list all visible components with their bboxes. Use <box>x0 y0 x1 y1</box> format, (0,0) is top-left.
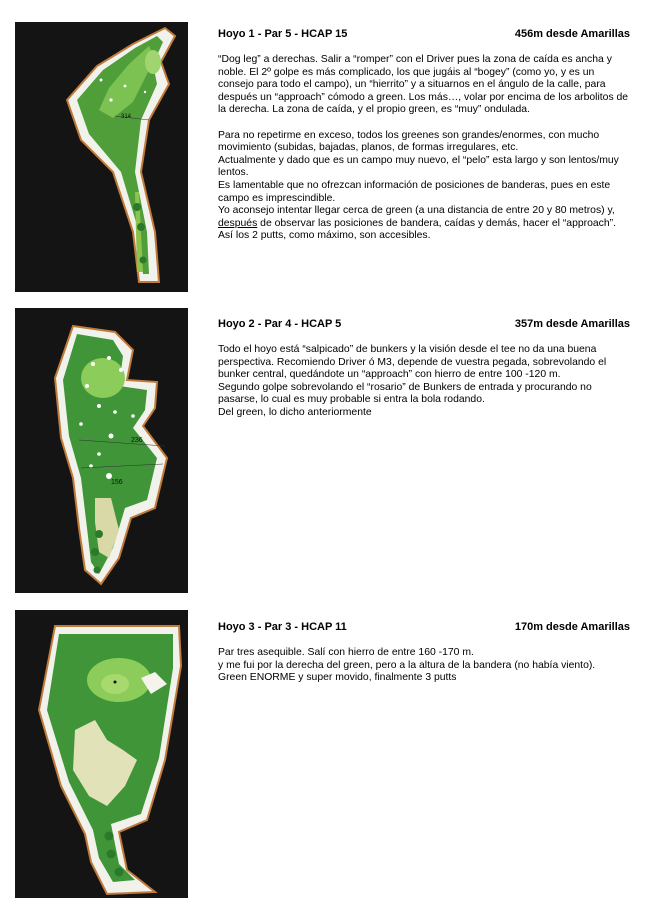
hole-1-yardage-label: 314 <box>121 114 132 120</box>
hole-3-block <box>218 621 630 685</box>
hole-3-para-2: y me fui por la derecha del green, pero a la altura de la bandera (no había viento). <box>218 659 596 671</box>
hole-2-para-3: Del green, lo dicho anteriormente <box>218 406 372 418</box>
hole-1-map <box>15 22 188 292</box>
hole-1-block <box>218 28 630 243</box>
hole-1-title: Hoyo 1 - Par 5 - HCAP 15 <box>218 28 348 40</box>
hole-1-distance: 456m desde Amarillas <box>514 28 630 40</box>
hole-2-map <box>15 308 188 593</box>
hole-2-title: Hoyo 2 - Par 4 - HCAP 5 <box>218 318 342 330</box>
hole-3-description <box>218 647 630 685</box>
hole-1-para-2: Para no repetirme en exceso, todos los greenes son grandes/enormes, con mucho movimiento (subidas, bajadas, planos, de formas irregulares, etc. <box>218 129 600 154</box>
hole-2-distance: 357m desde Amarillas <box>514 318 630 330</box>
hole-2-yardage-label-1: 236 <box>131 437 143 444</box>
hole-2-para-2: Segundo golpe sobrevolando el “rosario” de Bunkers de entrada y procurando no pasarse, lo cual es muy probable si entra la bola rodando. <box>218 381 592 406</box>
hole-2-para-1: Todo el hoyo está “salpicado” de bunkers y la visión desde el tee no da una buena perspectiva. Recomiendo Driver ó M3, depende de vuestra pegada, sobrevolando el bunker central, quedándote un “approach” con hierro de entre 100 -120 m. <box>218 344 607 381</box>
hole-2-description <box>218 344 630 420</box>
hole-1-header <box>218 28 630 42</box>
hole-3-title: Hoyo 3 - Par 3 - HCAP 11 <box>218 621 347 633</box>
hole-1-para-4: Es lamentable que no ofrezcan información de posiciones de banderas, pues en este campo es imprescindible. <box>218 179 611 204</box>
hole-1-description <box>218 54 630 243</box>
hole-3-header <box>218 621 630 635</box>
hole-2-yardage-label-2: 156 <box>111 479 123 486</box>
hole-3-map <box>15 610 188 898</box>
hole-3-distance: 170m desde Amarillas <box>514 621 630 633</box>
hole-2-header <box>218 318 630 332</box>
hole-1-para-5: Yo aconsejo intentar llegar cerca de green (a una distancia de entre 20 y 80 metros) y, después de observar las posiciones de bandera, caídas y demás, hacer el “approach”. Así los 2 putts, como máximo, son accesibles. <box>218 205 616 242</box>
hole-1-para-3: Actualmente y dado que es un campo muy nuevo, el “pelo” esta largo y son lentos/muy lentos. <box>218 154 619 179</box>
hole-3-para-3: Green ENORME y super movido, finalmente 3 putts <box>218 672 457 684</box>
hole-3-para-1: Par tres asequible. Salí con hierro de entre 160 -170 m. <box>218 647 474 658</box>
hole-1-para-1: “Dog leg” a derechas. Salir a “romper” con el Driver pues la zona de caída es ancha y noble. El 2º golpe es más complicado, los que jugáis al “bogey” (como yo, y es un consejo para todo el campo), un “hierrito” y a situarnos en el ángulo de la calle, para después un “approach” cómodo a green. Los más…, volar por encima de los arbolitos de la derecha. La zona de caída, y el propio green, es “muy” ondulada. <box>218 54 629 116</box>
hole-2-block <box>218 318 630 420</box>
